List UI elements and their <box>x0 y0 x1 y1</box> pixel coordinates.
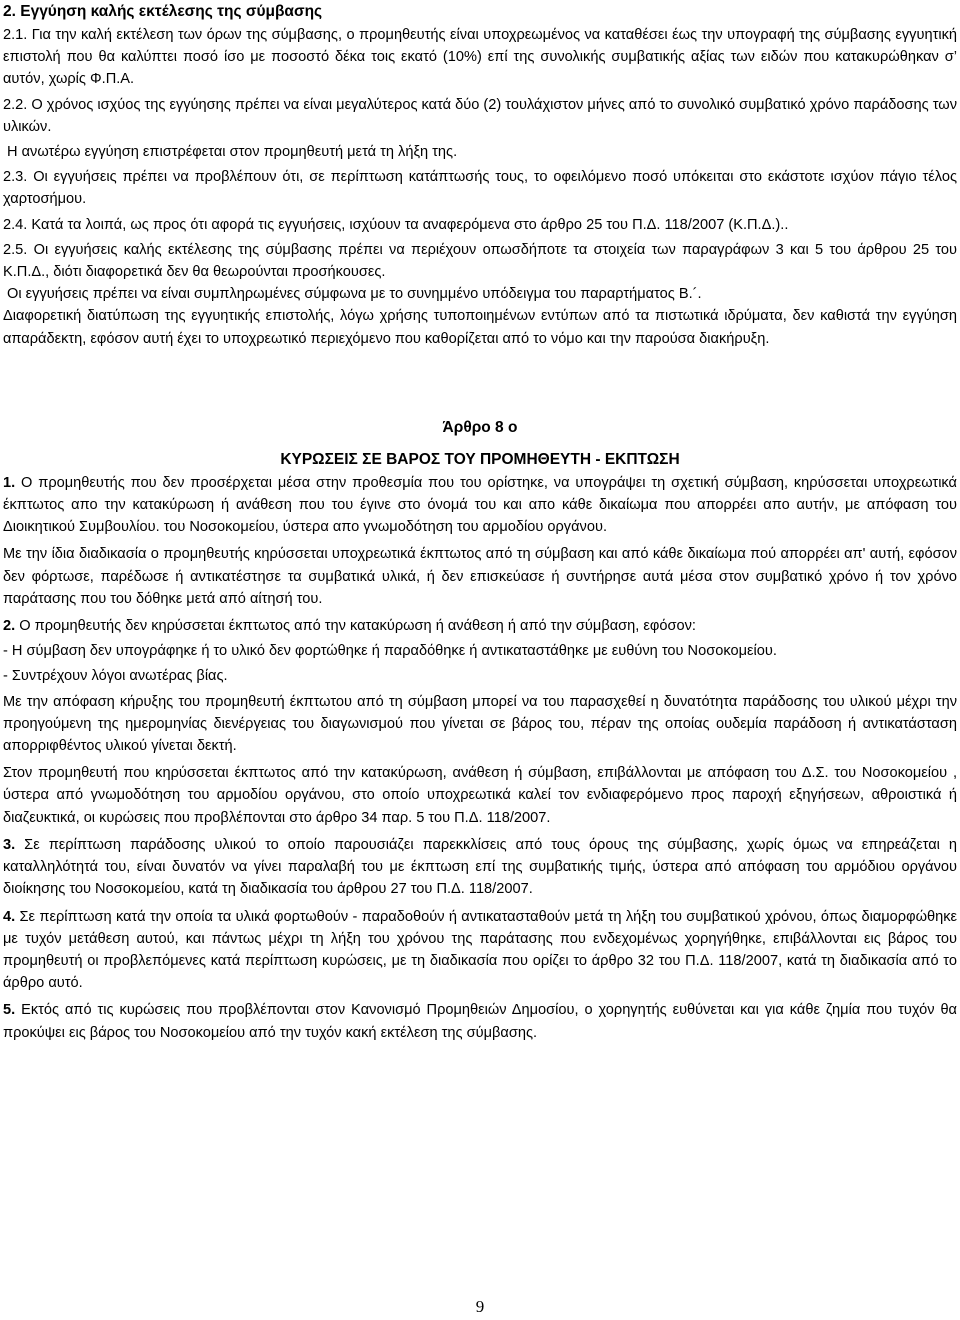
article-item-2-bullet-2: - Συντρέχουν λόγοι ανωτέρας βίας. <box>3 668 228 685</box>
paragraph-2-2: 2.2. Ο χρόνος ισχύος της εγγύησης πρέπει να είναι μεγαλύτερος κατά δύο (2) τουλάχιστον μήνες από το συνολικό συμβατικό χρόνο παράδοσης των υλικών. <box>3 96 957 135</box>
paragraph-2-4: 2.4. Κατά τα λοιπά, ως προς ότι αφορά τις εγγυήσεις, ισχύουν τα αναφερόμενα στο άρθρο 25 του Π.Δ. 118/2007 (Κ.Π.Δ.).. <box>3 216 789 233</box>
item-text: Εκτός από τις κυρώσεις που προβλέπονται στον Κανονισμό Προμηθειών Δημοσίου, ο χορηγητής ευθύνεται και για κάθε ζημία που τυχόν θα προκύψει εις βάρος του Νοσοκομείου από την τυχόν κακή εκτέλεση της σύμβασης. <box>3 1002 957 1041</box>
article-item-1-paragraph-2: Με την ίδια διαδικασία ο προμηθευτής κηρύσσεται υποχρεωτικά έκπτωτος από τη σύμβαση και από κάθε δικαίωμα πού απορρέει απ' αυτή, εφόσον δεν φόρτωσε, παρέδωσε ή αντικατέστησε τα συμβατικά υλικά, ή δεν επισκεύασε ή συντήρησε αυτά μέσα στον συμβατικό χρόνο ή τον χρόνο παράτασης που του δόθηκε μετά από αίτησή του. <box>3 546 957 607</box>
item-text: Ο προμηθευτής που δεν προσέρχεται μέσα στην προθεσμία που του ορίστηκε, να υπογράψει τη σχετική σύμβαση, κηρύσσεται υποχρεωτικά έκπτωτος απο την κατακύρωση ή ανάθεση που του έγινε στο όνομά του και απο κάθε δικαίωμα που απορρέει απο αυτήν, με απόφαση του Διοικητικού Συμβουλίου. του Νοσοκομείου, ύστερα απο γνωμοδότηση του αρμοδίου οργάνου. <box>3 474 957 536</box>
article-item-2 <box>3 615 957 637</box>
article-item-5 <box>3 999 957 1043</box>
item-number: 3. <box>3 836 16 853</box>
article-item-4 <box>3 906 957 995</box>
item-number: 5. <box>3 1002 16 1019</box>
page-number: 9 <box>475 1297 485 1316</box>
item-text: Σε περίπτωση παράδοσης υλικού το οποίο παρουσιάζει παρεκκλίσεις από τους όρους της σύμβασης, χωρίς όμως να επηρεάζεται η καταλληλότητά του, είναι δυνατόν να γίνει παραλαβή του με έκπτωση επί της συμβατικής τιμής, ύστερα από απόφαση του αρμόδιου οργάνου διοίκησης του Νοσοκομείου, κατά τη διαδικασία του άρθρου 27 του Π.Δ. 118/2007. <box>3 836 957 898</box>
paragraph-2-5-wording: Διαφορετική διατύπωση της εγγυητικής επιστολής, λόγω χρήσης τυποποιημένων εντύπων από τα πιστωτικά ιδρύματα, δεν καθιστά την εγγύηση απαράδεκτη, εφόσον αυτή έχει το υποχρεωτικό περιεχόμενο που καθορίζεται από το νόμο και την παρούσα διακήρυξη. <box>3 308 957 347</box>
article-item-1 <box>3 472 957 539</box>
section-title: 2. Εγγύηση καλής εκτέλεσης της σύμβασης <box>3 3 323 20</box>
paragraph-2-5-template: Οι εγγυήσεις πρέπει να είναι συμπληρωμένες σύμφωνα με το συνημμένο υπόδειγμα του παραρτήματος Β.´. <box>7 286 702 303</box>
article-title: Άρθρο 8 ο <box>442 418 518 436</box>
item-number: 1. <box>3 474 16 491</box>
article-item-2-paragraph-2: Με την απόφαση κήρυξης του προμηθευτή έκπτωτου από τη σύμβαση μπορεί να του παρασχεθεί η δυνατότητα παράδοσης του υλικού μέχρι την προηγούμενη της ημερομηνίας διενέργειας του διαγωνισμού που γίνεται σε βάρος του, πέραν της οποίας ουδεμία παράδοση ή αντικατάσταση απορριφθέντος υλικού γίνεται δεκτή. <box>3 693 957 755</box>
paragraph-2-3: 2.3. Οι εγγυήσεις πρέπει να προβλέπουν ότι, σε περίπτωση κατάπτωσής τους, το οφειλόμενο ποσό υπόκειται στο εκάστοτε ισχύον πάγιο τέλος χαρτοσήμου. <box>3 169 957 208</box>
paragraph-2-2-return: Η ανωτέρω εγγύηση επιστρέφεται στον προμηθευτή μετά τη λήξη της. <box>7 144 458 161</box>
article-item-2-bullet-1: - Η σύμβαση δεν υπογράφηκε ή το υλικό δεν φορτώθηκε ή παραδόθηκε ή αντικαταστάθηκε με ευθύνη του Νοσοκομείου. <box>3 643 777 660</box>
article-subtitle: ΚΥΡΩΣΕΙΣ ΣΕ ΒΑΡΟΣ ΤΟΥ ΠΡΟΜΗΘΕΥΤΗ - ΕΚΠΤΩΣΗ <box>280 450 680 468</box>
paragraph-2-5: 2.5. Οι εγγυήσεις καλής εκτέλεσης της σύμβασης πρέπει να περιέχουν οπωσδήποτε τα στοιχεία των παραγράφων 3 και 5 του άρθρου 25 του Κ.Π.Δ., διότι διαφορετικά δεν θα θεωρούνται προσήκουσες. <box>3 241 957 281</box>
item-number: 2. <box>3 618 16 635</box>
item-number: 4. <box>3 908 16 925</box>
paragraph-2-1: 2.1. Για την καλή εκτέλεση των όρων της σύμβασης, ο προμηθευτής είναι υποχρεωμένος να καταθέσει έως την υπογραφή της σύμβασης εγγυητική επιστολή που θα καλύπτει ποσό ίσο με ποσοστό δέκα τοις εκατό (10%) επί της συνολικής συμβατικής αξίας των ειδών που κατακυρώθηκαν σ’ αυτόν, χωρίς Φ.Π.Α. <box>3 27 957 88</box>
document-page <box>3 0 957 1044</box>
item-text: Ο προμηθευτής δεν κηρύσσεται έκπτωτος από την κατακύρωση ή ανάθεση ή από την σύμβαση, εφόσον: <box>15 618 696 635</box>
item-text: Σε περίπτωση κατά την οποία τα υλικά φορτωθούν - παραδοθούν ή αντικατασταθούν μετά τη λήξη του συμβατικού χρόνου, όπως διαμορφώθηκε με τυχόν μετάθεση αυτού, και πάντως μέχρι τη λήξη του χρόνου της παράτασης που ενδεχομένως χορηγήθηκε, επιβάλλονται εις βάρος του προμηθευτή οι προβλεπόμενες κατά περίπτωση κυρώσεις, με τη διαδικασία που ορίζει το άρθρο 32 του Π.Δ. 118/2007, κατά τη διαδικασία από το άρθρο αυτό. <box>3 908 957 992</box>
article-item-3 <box>3 834 957 901</box>
article-item-2-paragraph-3: Στον προμηθευτή που κηρύσσεται έκπτωτος από την κατακύρωση, ανάθεση ή σύμβαση, επιβάλλονται με απόφαση του Δ.Σ. του Νοσοκομείου , ύστερα από γνωμοδότηση του αρμοδίου οργάνου, στο οποίο υποχρεωτικά καλεί τον ενδιαφερόμενο προς παροχή εξηγήσεων, αθροιστικά ή διαζευκτικά, οι κυρώσεις που προβλέπονται στο άρθρο 34 παρ. 5 του Π.Δ. 118/2007. <box>3 765 957 826</box>
